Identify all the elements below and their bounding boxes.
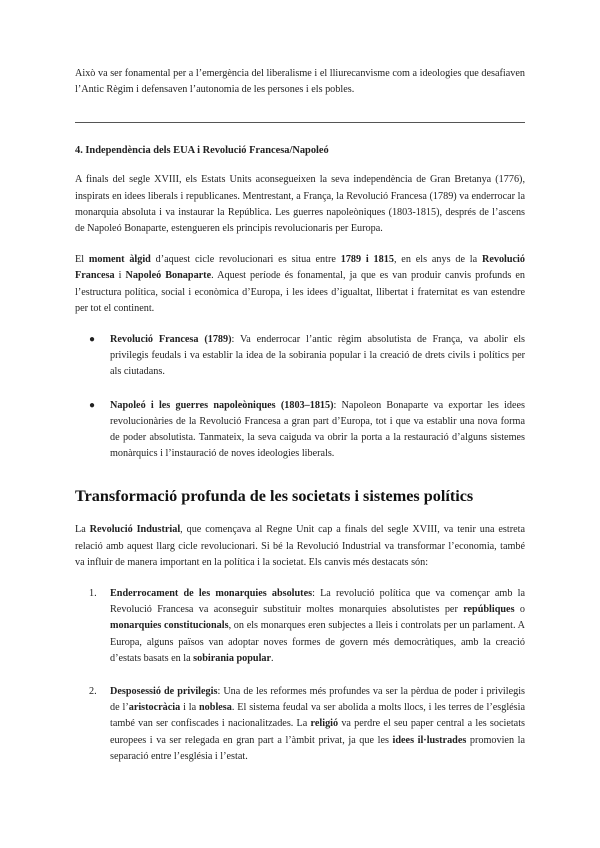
revolutionary-cycle-paragraph: El moment àlgid d’aquest cicle revolucionari es situa entre 1789 i 1815, en els anys de la Revolució Francesa i Napoleó Bonaparte. Aquest període és fonamental, ja que es van produir canvis profunds en l’estructura política, social i econòmica d’Europa, i les idees d’igualtat, llibertat i fraternitat es van estendre per tot el continent.: [75, 254, 526, 314]
numbered-list: [75, 586, 525, 765]
list-item: ● Napoleó i les guerres napoleòniques (1803–1815): Napoleon Bonaparte va exportar les idees revolucionàries de la Revolució Francesa a gran part d’Europa, tot i que va establir una nova forma de poder absolutista. Tanmateix, la seva caiguda va obrir la porta a la restauració d’alguns sistemes monàrquics i l’instauració de noves ideologies liberals.: [89, 399, 525, 460]
section-heading-transformation: Transformació profunda de les societats i sistemes polítics: [75, 487, 474, 506]
list-number: 1.: [89, 588, 97, 600]
bullet-list: [75, 332, 525, 462]
list-item: ● Revolució Francesa (1789): Va enderrocar l’antic règim absolutista de França, va abolir els privilegis feudals i va establir la idea de la sobirania popular i la creació de drets civils i polítics per als ciutadans.: [89, 334, 525, 378]
list-number: 2.: [89, 686, 97, 698]
intro-paragraph: Això va ser fonamental per a l’emergència del liberalisme i el lliurecanvisme com a ideologies que desafiaven l’Antic Règim i defensaven l’autonomia de les persones i els pobles.: [75, 68, 525, 96]
independence-paragraph: A finals del segle XVIII, els Estats Units aconsegueixen la seva independència de Gran Bretanya (1776), inspirats en idees liberals i republicanes. Mentrestant, a França, la Revolució Francesa (1789) va enderrocar la monarquia absoluta i va instaurar la República. Les guerres napoleòniques (1803-1815), després de l’ascens de Napoleó Bonaparte, estengueren els principis revolucionaris per Europa.: [75, 174, 525, 235]
bullet-icon: ●: [89, 334, 96, 346]
list-item: 2. Desposessió de privilegis: Una de les reformes més profundes va ser la pèrdua de poder i privilegis de l’aristocràcia i la noblesa. El sistema feudal va ser abolida a molts llocs, i les terres de l’església també van ser confiscades i nacionalitzades. La religió va perdre el seu paper central a les societats europees i va ser relegada en gran part a l’àmbit privat, ja que les idees il·lustrades promovien la separació entre l’església i l’estat.: [89, 686, 525, 762]
horizontal-rule: [75, 122, 525, 123]
section-heading-independence: 4. Independència dels EUA i Revolució Francesa/Napoleó: [75, 145, 329, 157]
list-item: 1. Enderrocament de les monarquies absolutes: La revolució política que va començar amb la Revolució Francesa va aconseguir substituir moltes monarquies absolutistes per repúbliques o monarquies constitucionals, on els monarques eren subjectes a lleis i controlats per un parlament. A Europa, alguns països van adoptar noves formes de govern més democràtiques, amb la creació d’estats basats en la sobirania popular.: [89, 588, 525, 664]
bullet-icon: ●: [89, 399, 96, 411]
industrial-revolution-paragraph: La Revolució Industrial, que començava al Regne Unit cap a finals del segle XVIII, va tenir una estreta relació amb aquest llarg cicle revolucionari. Si bé la Revolució Industrial va transformar l’economia, també va influir de manera important en la política i la societat. Els canvis més destacats són:: [75, 524, 525, 568]
